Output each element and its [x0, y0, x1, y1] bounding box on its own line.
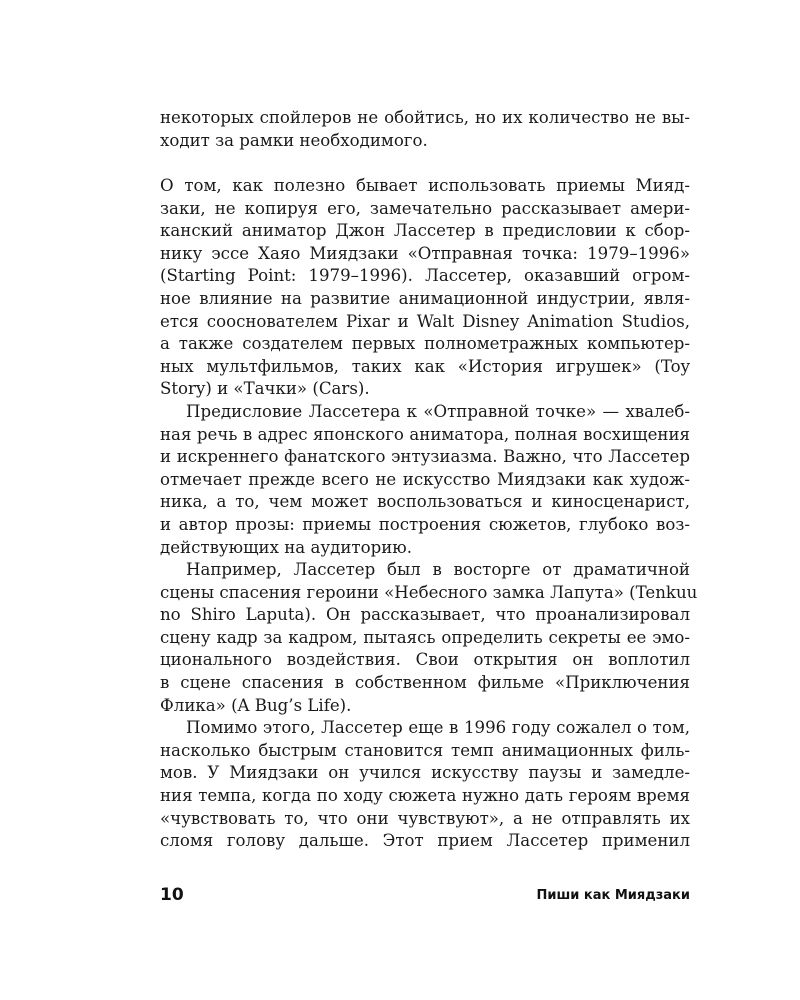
intro-continuation	[160, 107, 690, 152]
text-line: Предисловие Лассетера к «Отправной точке» — хвалеб-	[186, 401, 690, 421]
text-line: сцены спасения героини «Небесного замка Лапута» (Tenkuu	[160, 582, 698, 602]
text-line: «чувствовать то, что они чувствуют», а не отправлять их	[160, 808, 690, 828]
text-line: канский аниматор Джон Лассетер в предисловии к сбор-	[160, 221, 690, 241]
text-line: и искреннего фанатского энтузиазма. Важно, что Лассетер	[160, 447, 690, 467]
text-line: сцену кадр за кадром, пытаясь определить секреты ее эмо-	[160, 627, 690, 647]
text-line: ционального воздействия. Свои открытия он воплотил	[160, 650, 690, 670]
paragraph	[160, 401, 690, 559]
text-line: no Shiro Laputa). Он рассказывает, что проанализировал	[160, 605, 690, 625]
paragraph	[160, 717, 690, 853]
text-line: О том, как полезно бывает использовать приемы Мияд-	[160, 176, 690, 195]
paragraph	[160, 175, 690, 401]
body-text	[160, 175, 698, 853]
text-line: действующих на аудиторию.	[160, 537, 412, 557]
text-line: сломя голову дальше. Этот прием Лассетер применил	[160, 831, 690, 851]
text-line: в сцене спасения в собственном фильме «Приключения	[160, 673, 690, 693]
page-number: 10	[160, 885, 184, 905]
text-line: нику эссе Хаяо Миядзаки «Отправная точка: 1979–1996»	[160, 243, 690, 263]
paragraph	[160, 559, 698, 717]
text-line: заки, не копируя его, замечательно рассказывает амери-	[160, 198, 690, 218]
text-line: Например, Лассетер был в восторге от драматичной	[186, 560, 690, 580]
text-line: мов. У Миядзаки он учился искусству паузы и замедле-	[160, 763, 690, 783]
text-line: Story) и «Тачки» (Cars).	[160, 379, 370, 399]
text-line: а также создателем первых полнометражных компьютер-	[160, 334, 690, 354]
text-line: ная речь в адрес японского аниматора, полная восхищения	[160, 424, 690, 444]
text-line: (Starting Point: 1979–1996). Лассетер, оказавший огром-	[160, 266, 690, 286]
page-footer	[160, 884, 690, 906]
text-line: Помимо этого, Лассетер еще в 1996 году сожалел о том,	[186, 718, 690, 738]
text-line: некоторых спойлеров не обойтись, но их количество не вы-	[160, 108, 690, 127]
text-line: и автор прозы: приемы построения сюжетов, глубоко воз-	[160, 514, 690, 534]
running-title: Пиши как Миядзаки	[536, 888, 690, 903]
text-line: ное влияние на развитие анимационной индустрии, явля-	[160, 288, 690, 308]
text-line: ника, а то, чем может воспользоваться и киносценарист,	[160, 492, 690, 512]
text-line: ния темпа, когда по ходу сюжета нужно дать героям время	[160, 786, 690, 806]
text-line: ходит за рамки необходимого.	[160, 130, 428, 150]
text-line: ется сооснователем Pixar и Walt Disney Animation Studios,	[160, 311, 690, 331]
text-line: Флика» (A Bug’s Life).	[160, 695, 352, 715]
text-line: насколько быстрым становится темп анимационных филь-	[160, 740, 690, 760]
text-line: отмечает прежде всего не искусство Миядзаки как худож-	[160, 469, 690, 489]
text-line: ных мультфильмов, таких как «История игрушек» (Toy	[160, 356, 690, 376]
